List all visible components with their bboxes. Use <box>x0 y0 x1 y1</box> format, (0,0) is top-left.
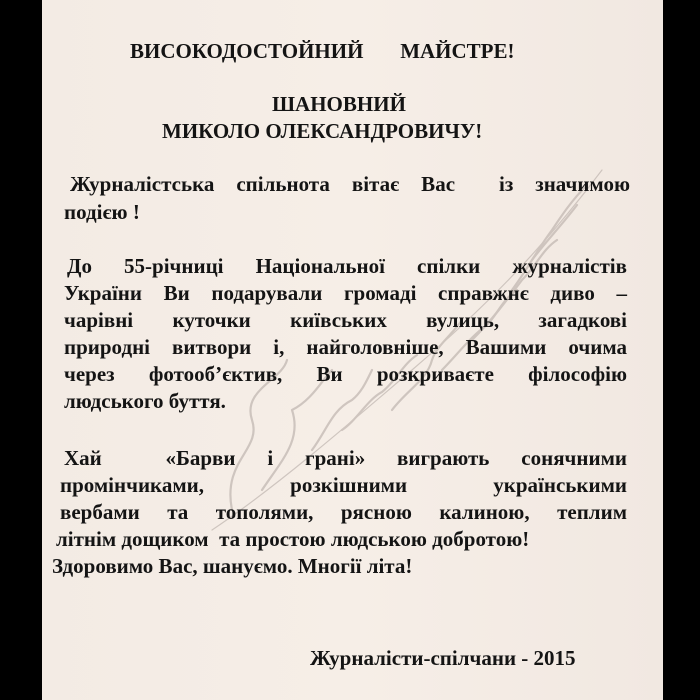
paragraph-3-line-3: вербами та тополями, рясною калиною, теплим <box>60 500 627 524</box>
paragraph-3-line-1: Хай «Барви і грані» виграють сонячними <box>64 446 627 470</box>
paragraph-3-line-2: промінчиками, розкішними українськими <box>60 473 627 497</box>
paragraph-2-line-5: через фотооб’єктив, Ви розкриваєте філософію <box>64 362 627 386</box>
paragraph-2-line-6: людського буття. <box>64 389 226 413</box>
paragraph-3-line-4: літнім дощиком та простою людською добротою! <box>56 527 530 551</box>
paragraph-1-line-1: Журналістська спільнота вітає Вас із значимою <box>70 172 630 196</box>
paragraph-2-line-4: природні витвори і, найголовніше, Вашими очима <box>64 335 627 359</box>
paragraph-2-line-3: чарівні куточки київських вулиць, загадкові <box>64 308 627 332</box>
paragraph-3-line-5: Здоровимо Вас, шануємо. Многії літа! <box>52 554 413 578</box>
letter-sheet <box>42 0 663 700</box>
paragraph-2-line-2: України Ви подарували громаді справжнє диво – <box>64 281 627 305</box>
heading-line-1: ВИСОКОДОСТОЙНИЙ МАЙСТРЕ! <box>130 39 515 63</box>
signature-line: Журналісти-спілчани - 2015 <box>310 646 576 670</box>
heading-line-2: ШАНОВНИЙ <box>272 92 406 116</box>
letter-body <box>42 0 663 700</box>
heading-line-3: МИКОЛО ОЛЕКСАНДРОВИЧУ! <box>162 119 483 143</box>
paragraph-2-line-1: До 55-річниці Національної спілки журналістів <box>67 254 627 278</box>
paragraph-1-line-2: подією ! <box>64 200 140 224</box>
